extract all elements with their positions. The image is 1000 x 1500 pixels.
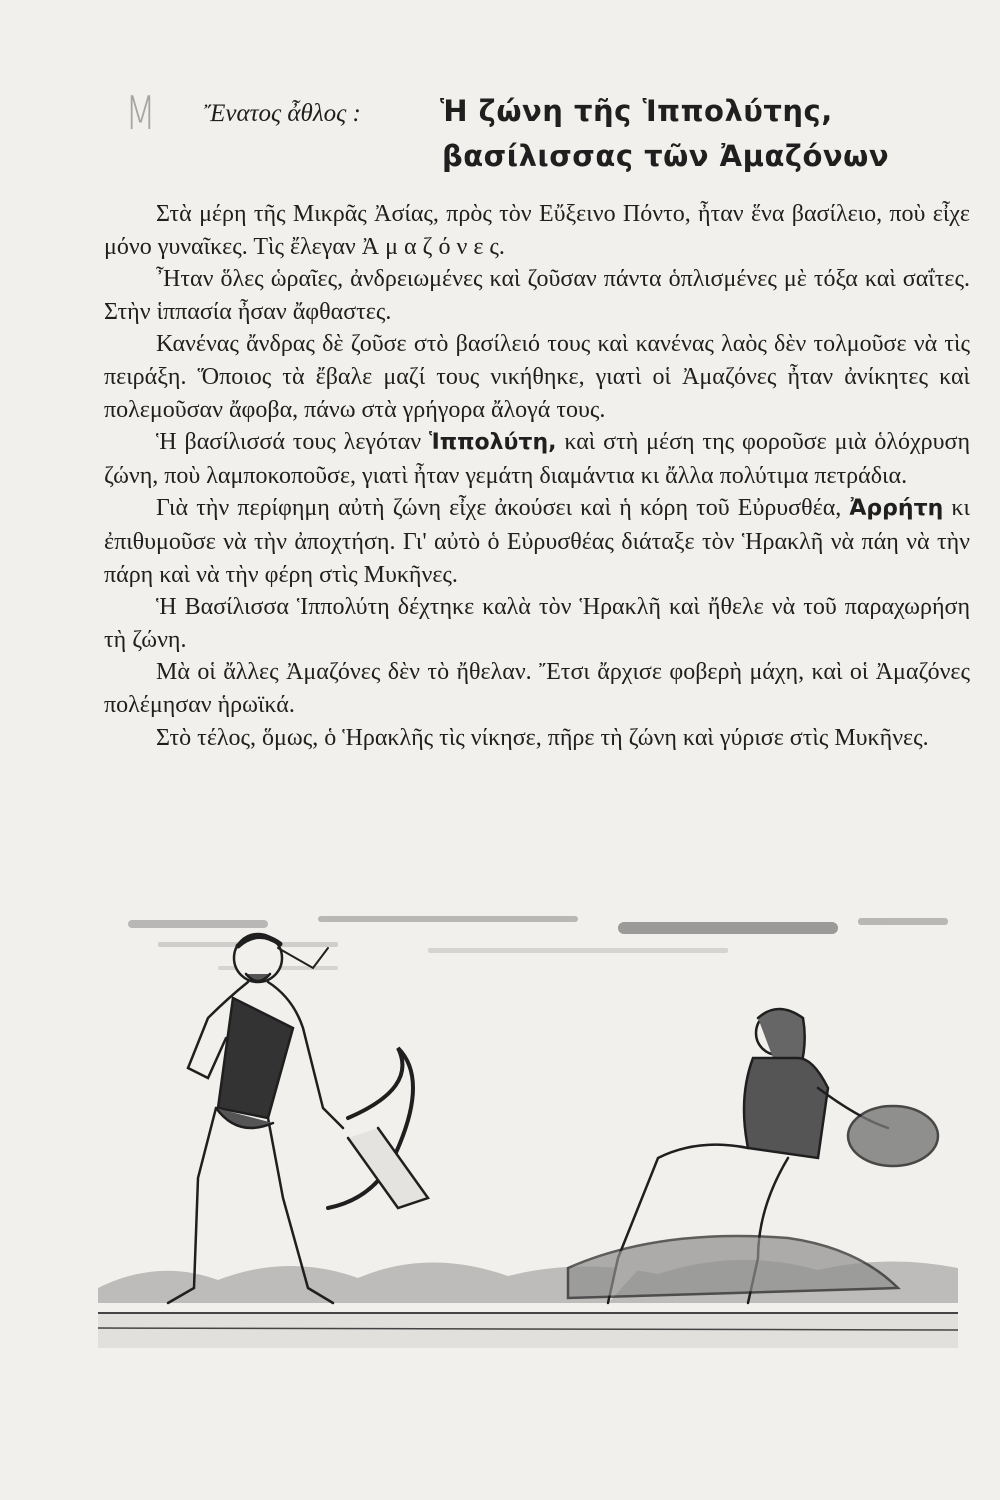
chapter-title-line1: Ἡ ζώνη τῆς Ἱππολύτης, — [440, 94, 833, 128]
paragraph-4-end: καὶ στὴ μέση της φοροῦσε μιὰ ὁλόχρυση ζώνη, ποὺ λαμποκοποῦσε, γιατὶ ἦταν γεμάτη διαμάντια κι ἄλλα πολύτιμα πετράδια. — [104, 429, 970, 489]
illustration — [98, 908, 958, 1348]
name-arriti: Ἀρρήτη — [849, 496, 944, 522]
heracles-figure — [168, 934, 428, 1303]
paragraph-5 — [104, 492, 970, 591]
margin-note: Μ — [125, 86, 156, 140]
body-text — [104, 198, 970, 754]
illustration-drawing — [98, 908, 958, 1348]
hippolyte-figure — [568, 1009, 938, 1303]
ground — [98, 1313, 958, 1348]
paragraph-3: Κανένας ἄνδρας δὲ ζοῦσε στὸ βασίλειό τους καὶ κανένας λαὸς δὲν τολμοῦσε νὰ τὶς πειράξη. Ὅποιος τὰ ἔβαλε μαζί τους νικήθηκε, γιατὶ οἱ Ἀμαζόνες ἦταν ἀνίκητες καὶ πολεμοῦσαν ἄφοβα, πάνω στὰ γρήγορα ἄλογά τους. — [104, 331, 970, 423]
chapter-title-line2: βασίλισσας τῶν Ἀμαζόνων — [442, 139, 890, 173]
paragraph-5-end: κι ἐπιθυμοῦσε νὰ τὴν ἀποχτήση. Γι' αὐτὸ ὁ Εὐρυσθέας διάταξε τὸν Ἡρακλῆ νὰ πάη νὰ τὴν πάρη καὶ νὰ τὴν φέρη στὶς Μυκῆνες. — [104, 495, 970, 588]
name-hippolyte: Ἱππολύτη, — [428, 430, 557, 456]
paragraph-1: Στὰ μέρη τῆς Μικρᾶς Ἀσίας, πρὸς τὸν Εὔξεινο Πόντο, ἦταν ἕνα βασίλειο, ποὺ εἶχε μόνο γυναῖκες. Τὶς ἔλεγαν Ἀ μ α ζ ό ν ε ς. — [104, 201, 970, 260]
paragraph-8: Στὸ τέλος, ὅμως, ὁ Ἡρακλῆς τὶς νίκησε, πῆρε τὴ ζώνη καὶ γύρισε στὶς Μυκῆνες. — [156, 724, 929, 751]
paragraph-4 — [104, 426, 970, 492]
chapter-label: Ἔνατος ἆθλος : — [204, 100, 361, 127]
paragraph-7: Μὰ οἱ ἄλλες Ἀμαζόνες δὲν τὸ ἤθελαν. Ἔτσι ἄρχισε φοβερὴ μάχη, καὶ οἱ Ἀμαζόνες πολέμησαν ἡρωϊκά. — [104, 659, 970, 718]
paragraph-2: Ἦταν ὅλες ὡραῖες, ἀνδρειωμένες καὶ ζοῦσαν πάντα ὁπλισμένες μὲ τόξα καὶ σαΐτες. Στὴν ἱππασία ἦσαν ἄφθαστες. — [104, 266, 970, 325]
paragraph-6: Ἡ Βασίλισσα Ἱππολύτη δέχτηκε καλὰ τὸν Ἡρακλῆ καὶ ἤθελε νὰ τοῦ παραχωρήση τὴ ζώνη. — [104, 594, 970, 653]
paragraph-5-start: Γιὰ τὴν περίφημη αὐτὴ ζώνη εἶχε ἀκούσει καὶ ἡ κόρη τοῦ Εὐρυσθέα, — [156, 495, 850, 522]
paragraph-4-start: Ἡ βασίλισσά τους λεγόταν — [156, 429, 429, 456]
